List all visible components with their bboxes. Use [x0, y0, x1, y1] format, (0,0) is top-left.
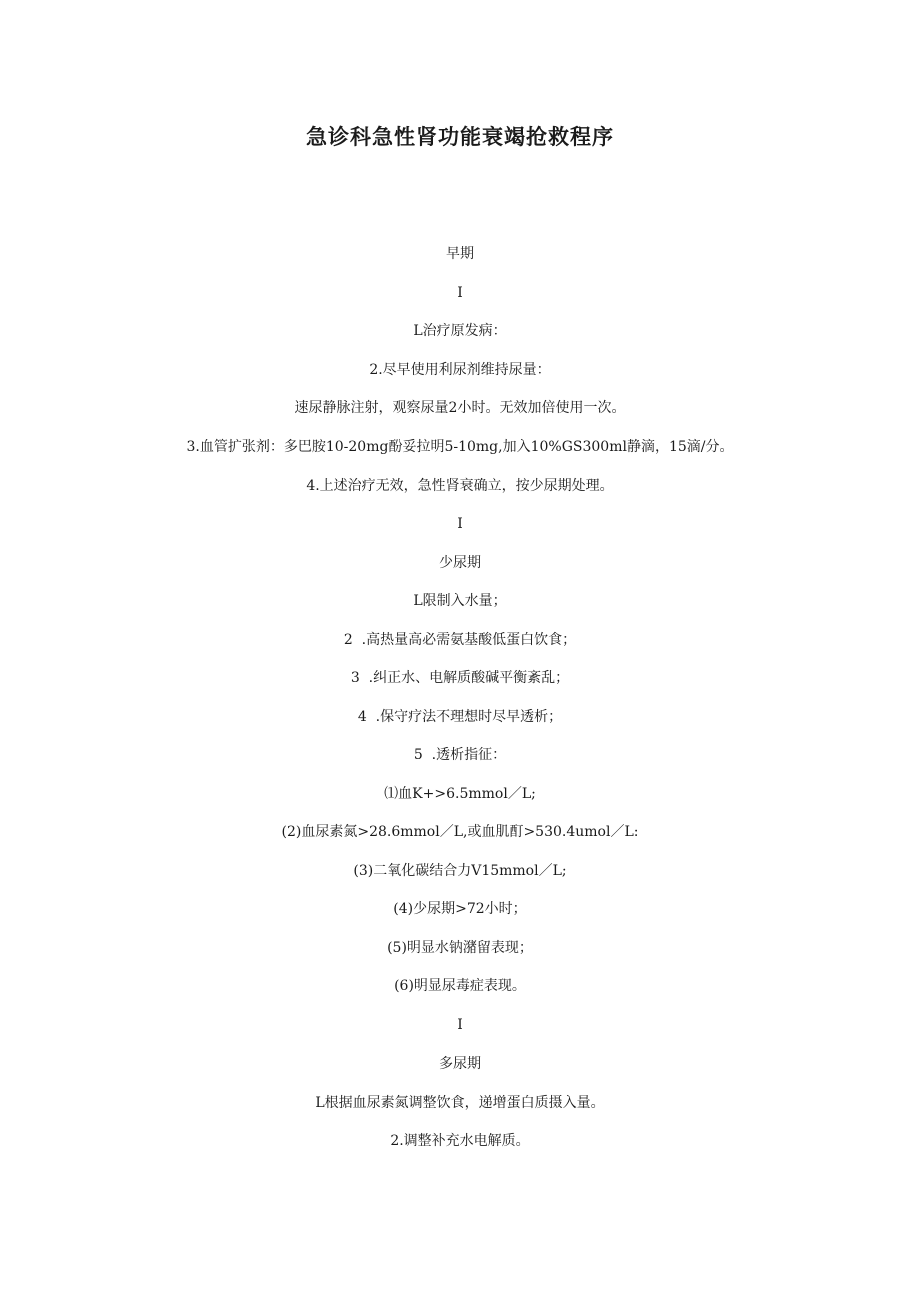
- flow-arrow: I: [457, 1017, 463, 1033]
- list-item: L治疗原发病：: [413, 323, 507, 339]
- sub-item: (5)明显水钠潴留表现；: [387, 940, 533, 956]
- list-item: 2 .高热量高必需氨基酸低蛋白饮食；: [343, 632, 577, 648]
- list-item: 3.血管扩张剂：多巴胺10-20mg酚妥拉明5-10mg,加入10%GS300ml静滴，15滴/分。: [186, 439, 734, 455]
- document-title: 急诊科急性肾功能衰竭抢救程序: [306, 125, 614, 149]
- list-item: 5 .透析指征：: [413, 747, 507, 763]
- flow-arrow: I: [457, 516, 463, 532]
- list-item: L限制入水量；: [413, 593, 507, 609]
- sub-item: (2)血尿素氮>28.6mmol／L,或血肌酊>530.4umol／L:: [281, 824, 639, 840]
- sub-item: (3)二氧化碳结合力V15mmol／L;: [353, 863, 567, 879]
- list-item: 4 .保守疗法不理想时尽早透析；: [357, 709, 563, 725]
- sub-item: (6)明显尿毒症表现。: [394, 978, 526, 994]
- list-item: 4.上述治疗无效，急性肾衰确立，按少尿期处理。: [306, 478, 614, 494]
- stage-heading-early: 早期: [446, 246, 474, 262]
- stage-heading-oliguric: 少尿期: [439, 555, 481, 571]
- sub-item: (4)少尿期>72小时；: [393, 901, 527, 917]
- stage-heading-polyuric: 多尿期: [439, 1056, 481, 1072]
- list-item: 速尿静脉注射，观察尿量2小时。无效加倍使用一次。: [294, 400, 626, 416]
- list-item: 3 .纠正水、电解质酸碱平衡紊乱；: [350, 670, 570, 686]
- sub-item: ⑴血K+>6.5mmol／L;: [384, 786, 536, 802]
- list-item: 2.调整补充水电解质。: [390, 1133, 530, 1149]
- list-item: 2.尽早使用利尿剂维持尿量：: [369, 362, 551, 378]
- list-item: L根据血尿素氮调整饮食，递增蛋白质摄入量。: [315, 1095, 605, 1111]
- flow-arrow: I: [457, 285, 463, 301]
